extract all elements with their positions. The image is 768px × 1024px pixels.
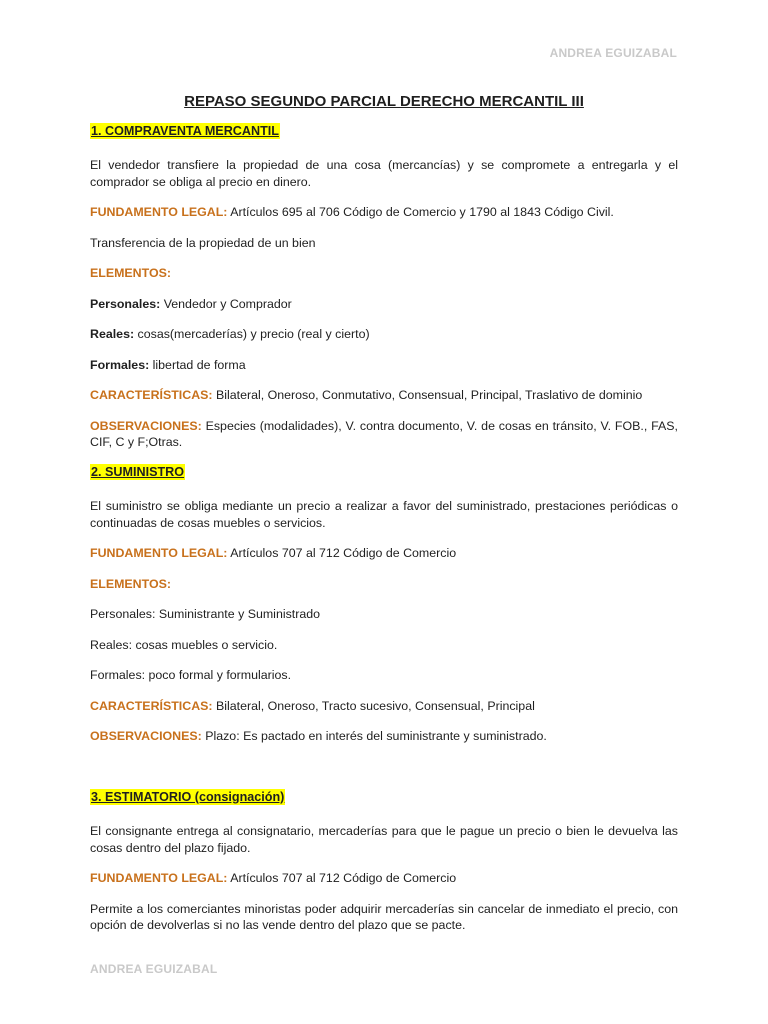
observaciones-label: OBSERVACIONES: [90, 418, 202, 433]
fundamento-text: Artículos 707 al 712 Código de Comercio [227, 871, 457, 885]
section-heading: 1. COMPRAVENTA MERCANTIL [91, 123, 279, 138]
observaciones-text: Especies (modalidades), V. contra documento, V. de cosas en tránsito, V. FOB., FAS, CIF, C y F;Otras. [90, 418, 678, 449]
page-footer-author: ANDREA EGUIZABAL [90, 962, 218, 976]
fundamento-legal [90, 870, 678, 887]
fundamento-label: FUNDAMENTO LEGAL: [90, 871, 228, 885]
section-definition: El vendedor transfiere la propiedad de una cosa (mercancías) y se compromete a entregarla y el comprador se obliga al precio en dinero. [90, 158, 678, 189]
elementos-label: ELEMENTOS: [90, 266, 172, 280]
section-note: Permite a los comerciantes minoristas poder adquirir mercaderías sin cancelar de inmediato el precio, con opción de devolverlas si no las vende dentro del plazo que se pacte. [90, 901, 678, 932]
observaciones [90, 418, 678, 451]
fundamento-legal [90, 204, 678, 221]
fundamento-text: Artículos 707 al 712 Código de Comercio [227, 546, 457, 560]
document-title: REPASO SEGUNDO PARCIAL DERECHO MERCANTIL III [184, 93, 584, 110]
elemento-formales [90, 357, 678, 374]
section-estimatorio [90, 789, 678, 934]
fundamento-label: FUNDAMENTO LEGAL: [90, 205, 228, 219]
observaciones-label: OBSERVACIONES: [90, 729, 202, 743]
fundamento-legal [90, 545, 678, 562]
observaciones [90, 728, 678, 745]
caracteristicas-text: Bilateral, Oneroso, Conmutativo, Consensual, Principal, Traslativo de dominio [212, 388, 643, 402]
personales-text: Vendedor y Comprador [160, 296, 292, 311]
section-heading: 2. SUMINISTRO [91, 464, 185, 479]
elemento-reales [90, 326, 678, 343]
section-definition: El suministro se obliga mediante un precio a realizar a favor del suministrado, prestaciones periódicas o continuadas de cosas muebles o servicios. [90, 499, 678, 530]
fundamento-text: Artículos 695 al 706 Código de Comercio y 1790 al 1843 Código Civil. [227, 205, 614, 219]
caracteristicas-label: CARACTERÍSTICAS: [90, 698, 213, 713]
observaciones-text: Plazo: Es pactado en interés del suministrante y suministrado. [201, 729, 547, 743]
caracteristicas-text: Bilateral, Oneroso, Tracto sucesivo, Consensual, Principal [212, 698, 535, 713]
document-body [90, 94, 678, 934]
caracteristicas [90, 698, 678, 715]
reales-text: cosas(mercaderías) y precio (real y cierto) [134, 327, 370, 341]
formales-label: Formales: [90, 357, 150, 372]
fundamento-label: FUNDAMENTO LEGAL: [90, 546, 228, 560]
elemento-formales: Formales: poco formal y formularios. [90, 668, 292, 682]
section-heading: 3. ESTIMATORIO (consignación) [91, 789, 285, 804]
caracteristicas-label: CARACTERÍSTICAS: [90, 388, 213, 402]
section-definition: El consignante entrega al consignatario, mercaderías para que le pague un precio o bien le devuelva las cosas dentro del plazo fijado. [90, 824, 678, 855]
personales-label: Personales: [90, 296, 161, 311]
page-header-author: ANDREA EGUIZABAL [549, 46, 677, 60]
elemento-personales [90, 296, 678, 313]
reales-label: Reales: [90, 327, 135, 341]
section-compraventa [90, 123, 678, 451]
section-note: Transferencia de la propiedad de un bien [90, 235, 316, 250]
elemento-personales: Personales: Suministrante y Suministrado [90, 607, 321, 621]
caracteristicas [90, 387, 678, 404]
section-suministro [90, 464, 678, 745]
elementos-label: ELEMENTOS: [90, 576, 172, 591]
elemento-reales: Reales: cosas muebles o servicio. [90, 637, 278, 652]
formales-text: libertad de forma [149, 357, 246, 372]
